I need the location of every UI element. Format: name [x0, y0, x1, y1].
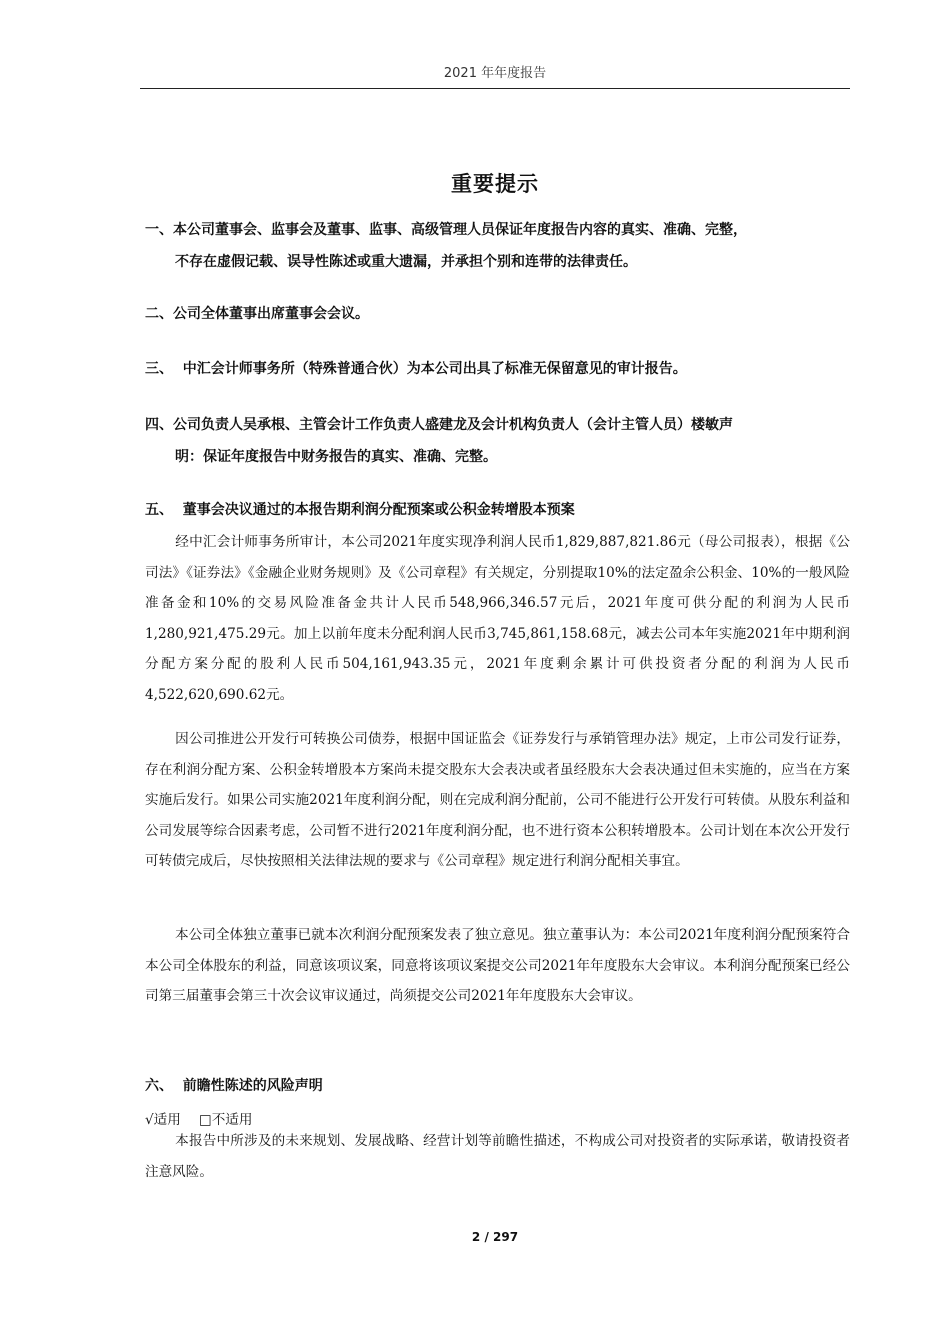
notice-number: 一、	[145, 222, 173, 238]
forward-looking-paragraph	[145, 1126, 850, 1187]
section-title: 董事会决议通过的本报告期利润分配预案或公积金转增股本预案	[182, 502, 575, 518]
section-5-heading	[145, 497, 850, 523]
notice-number: 四、	[145, 417, 173, 433]
section-title: 前瞻性陈述的风险声明	[182, 1078, 323, 1094]
section-number: 五、	[145, 502, 173, 518]
notice-text-continued: 不存在虚假记载、误导性陈述或重大遗漏，并承担个别和连带的法律责任。	[175, 254, 637, 270]
page-title: 重要提示	[451, 172, 539, 196]
independent-director-paragraph	[145, 920, 850, 1012]
notice-text: 公司全体董事出席董事会会议。	[173, 306, 369, 322]
paragraph-text: 经中汇会计师事务所审计，本公司2021年度实现净利润人民币1,829,887,821.86元（母公司报表），根据《公司法》《证券法》《金融企业财务规则》及《公司章程》有关规定，分别提取10%的法定盈余公积金、10%的一般风险准备金和10%的交易风险准备金共计人民币548,966,346.57元后，2021年度可供分配的利润为人民币1,280,921,475.29元。加上以前年度未分配利润人民币3,745,861,158.68元，减去公司本年实施2021年中期利润分配方案分配的股利人民币504,161,943.35元，2021年度剩余累计可供投资者分配的利润为人民币4,522,620,690.62元。	[145, 534, 850, 703]
convertible-bond-paragraph	[145, 724, 850, 877]
notice-text: 本公司董事会、监事会及董事、监事、高级管理人员保证年度报告内容的真实、准确、完整，	[173, 222, 747, 238]
page-number: 2 / 297	[471, 1230, 519, 1244]
header-divider	[140, 88, 850, 89]
profit-distribution-paragraph	[145, 527, 850, 710]
paragraph-text: 因公司推进公开发行可转换公司债券，根据中国证监会《证券发行与承销管理办法》规定，上市公司发行证券，存在利润分配方案、公积金转增股本方案尚未提交股东大会表决或者虽经股东大会表决通过但未实施的，应当在方案实施后发行。如果公司实施2021年度利润分配，则在完成利润分配前，公司不能进行公开发行可转债。从股东利益和公司发展等综合因素考虑，公司暂不进行2021年度利润分配，也不进行资本公积转增股本。公司计划在本次公开发行可转债完成后，尽快按照相关法律法规的要求与《公司章程》规定进行利润分配相关事宜。	[145, 731, 850, 869]
paragraph-text: 本报告中所涉及的未来规划、发展战略、经营计划等前瞻性描述，不构成公司对投资者的实际承诺，敬请投资者注意风险。	[145, 1133, 850, 1180]
section-number: 六、	[145, 1078, 173, 1094]
running-header: 2021 年年度报告	[443, 66, 547, 81]
notice-4	[145, 409, 850, 473]
notice-3	[145, 353, 850, 385]
notice-1	[145, 214, 850, 278]
not-applicable-unchecked: □不适用	[198, 1112, 253, 1128]
notice-text-continued: 明：保证年度报告中财务报告的真实、准确、完整。	[175, 449, 497, 465]
notice-2	[145, 298, 850, 330]
notice-text: 公司负责人吴承根、主管会计工作负责人盛建龙及会计机构负责人（会计主管人员）楼敏声	[173, 417, 733, 433]
notice-number: 二、	[145, 306, 173, 322]
notice-number: 三、	[145, 361, 173, 377]
section-6-heading	[145, 1073, 850, 1099]
notice-text: 中汇会计师事务所（特殊普通合伙）为本公司出具了标准无保留意见的审计报告。	[182, 361, 687, 377]
paragraph-text: 本公司全体独立董事已就本次利润分配预案发表了独立意见。独立董事认为：本公司2021年度利润分配预案符合本公司全体股东的利益，同意该项议案，同意将该项议案提交公司2021年年度股东大会审议。本利润分配预案已经公司第三届董事会第三十次会议审议通过，尚须提交公司2021年年度股东大会审议。	[145, 927, 850, 1004]
applicable-checked: √适用	[145, 1112, 181, 1128]
